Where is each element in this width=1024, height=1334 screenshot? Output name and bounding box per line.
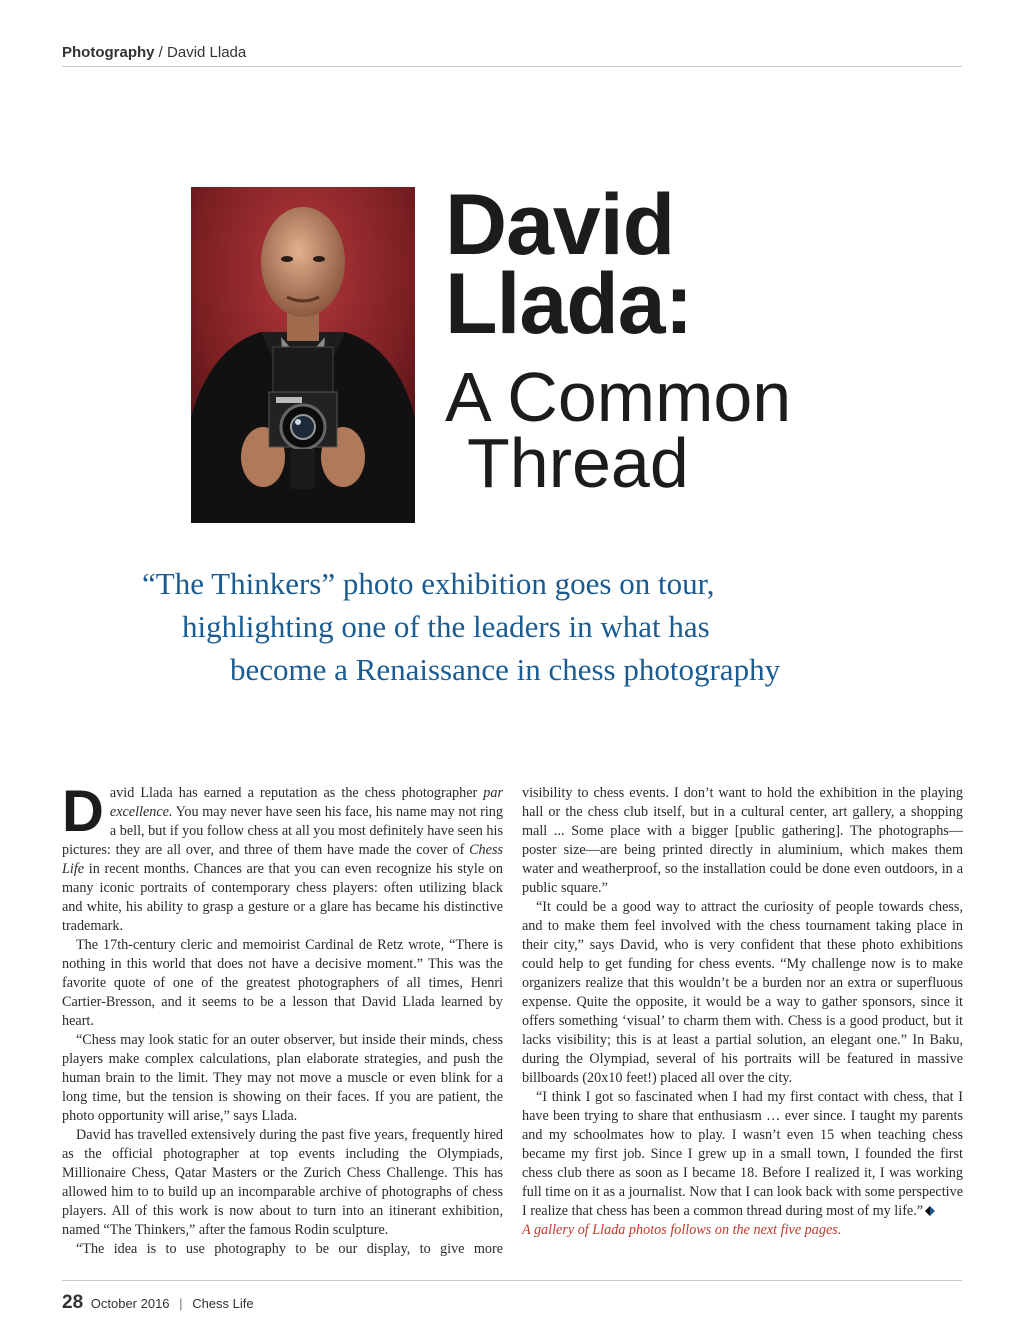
- paragraph-1-text-a: avid Llada has earned a reputation as the chess photographer: [109, 785, 484, 801]
- portrait-photo: [191, 187, 415, 523]
- paragraph-1-text-c: in recent months. Chances are that you can even recognize his style on many iconic portraits of contemporary chess players: often utilizing black and white, his ability to grasp a gesture or a glare has became his distinctive trademark.: [62, 861, 503, 934]
- paragraph-8: [522, 1088, 963, 1221]
- title-line-1: David: [445, 177, 675, 273]
- title-line-4: Thread: [467, 424, 689, 502]
- title-line-2: Llada:: [445, 256, 693, 352]
- paragraph-7: “It could be a good way to attract the curiosity of people towards chess, and to make them feel involved with the chess tournament taking place in their city,” says David, who is very confident that these photo exhibitions could help to get funding for chess events. “My challenge now is to make organizers realize that this wouldn’t be a burden nor an extra or superfluous expense. Quite the opposite, it would be a way to gather sponsors, since it offers something ‘visual’ to charm them with. Chess is a good product, but it lacks visibility; this is at least a partial solution, an elegant one.” In Baku, during the Olympiad, several of his portraits will be featured in massive billboards (20x10 feet!) placed all over the city.: [522, 899, 963, 1086]
- deck-line-1: “The Thinkers” photo exhibition goes on tour,: [142, 566, 715, 601]
- footer-divider: [62, 1280, 962, 1281]
- portrait-illustration: [191, 187, 415, 523]
- paragraph-2: The 17th-century cleric and memoirist Cardinal de Retz wrote, “There is nothing in this world that does not have a decisive moment.” This was the favorite quote of one of the greatest photographers of all times, Henri Cartier-Bresson, and it seems to be a lesson that David Llada learned by heart.: [62, 937, 503, 1029]
- title-line-3: A Common: [445, 358, 792, 436]
- paragraph-4: David has travelled extensively during the past five years, frequently hired as the official photographer at top events including the Olympiads, Millionaire Chess, Qatar Masters or the Zurich Chess Challenge. This has allowed him to to build up an incomparable archive of photographs of chess players. All of this work is now about to turn into an itinerant exhibition, named “The Thinkers,” after the famous Rodin sculpture.: [62, 1127, 503, 1238]
- deck-line-2: highlighting one of the leaders in what has: [182, 609, 710, 644]
- deck-line-3: become a Renaissance in chess photography: [230, 652, 781, 687]
- gallery-caption: A gallery of Llada photos follows on the next five pages.: [522, 1222, 842, 1238]
- body-column-2: [522, 784, 963, 1240]
- header-author: David Llada: [167, 44, 247, 61]
- issue-date: October 2016: [90, 1296, 170, 1311]
- header-section: Photography: [62, 44, 155, 61]
- drop-cap: D: [62, 779, 104, 844]
- article-deck: [100, 562, 920, 691]
- paragraph-1-text-b: You may never have seen his face, his name may not ring a bell, but if you follow chess at all you most definitely have seen his pictures: they are all over, and three of them have made the cover of: [62, 804, 503, 858]
- page-footer: [62, 1292, 254, 1314]
- page-number: 28: [62, 1292, 84, 1313]
- paragraph-3: “Chess may look static for an outer observer, but inside their minds, chess players make complex calculations, plan elaborate strategies, and push the human brain to the limit. They may not move a muscle or even blink for a long time, but the tension is showing on their faces. If you are patient, the photo opportunity will arise,” says Llada.: [62, 1032, 503, 1124]
- footer-separator: |: [179, 1296, 183, 1311]
- header-divider: /: [158, 44, 163, 61]
- paragraph-6: visibility to chess events. I don’t want to hold the exhibition in the playing hall or the chess club itself, but in a cultural center, art gallery, a shopping mall ... Some place with a bigger [public gathering]. The photographs—poster size—are being printed directly in aluminium, which makes them water and weatherproof, so the installation could be done even outdoors, in a public square.”: [522, 785, 963, 896]
- body-column-1: [62, 779, 503, 1259]
- end-mark-icon: [925, 1206, 935, 1216]
- paragraph-1: [62, 779, 503, 936]
- paragraph-5: “The idea is to use photography to be our display, to give more: [76, 1241, 503, 1257]
- article-title: [445, 177, 965, 502]
- running-header: [62, 44, 962, 67]
- paragraph-1-emphasis-1: par excellence.: [109, 785, 503, 820]
- paragraph-8-text: “I think I got so fascinated when I had my first contact with chess, that I have been trying to share that enthusiasm … ever since. I taught my parents and my schoolmates how to play. I wasn’t even 15 when teaching chess became my first job. Since I grew up in a small town, I founded the first chess club there as soon as I became 18. Before I realized it, I was working full time on it as a journalist. Now that I can look back with some perspective I realize that chess has been a common thread during most of my life.”: [522, 1089, 963, 1219]
- magazine-name: Chess Life: [192, 1296, 254, 1311]
- paragraph-1-emphasis-2: Chess Life: [62, 842, 503, 877]
